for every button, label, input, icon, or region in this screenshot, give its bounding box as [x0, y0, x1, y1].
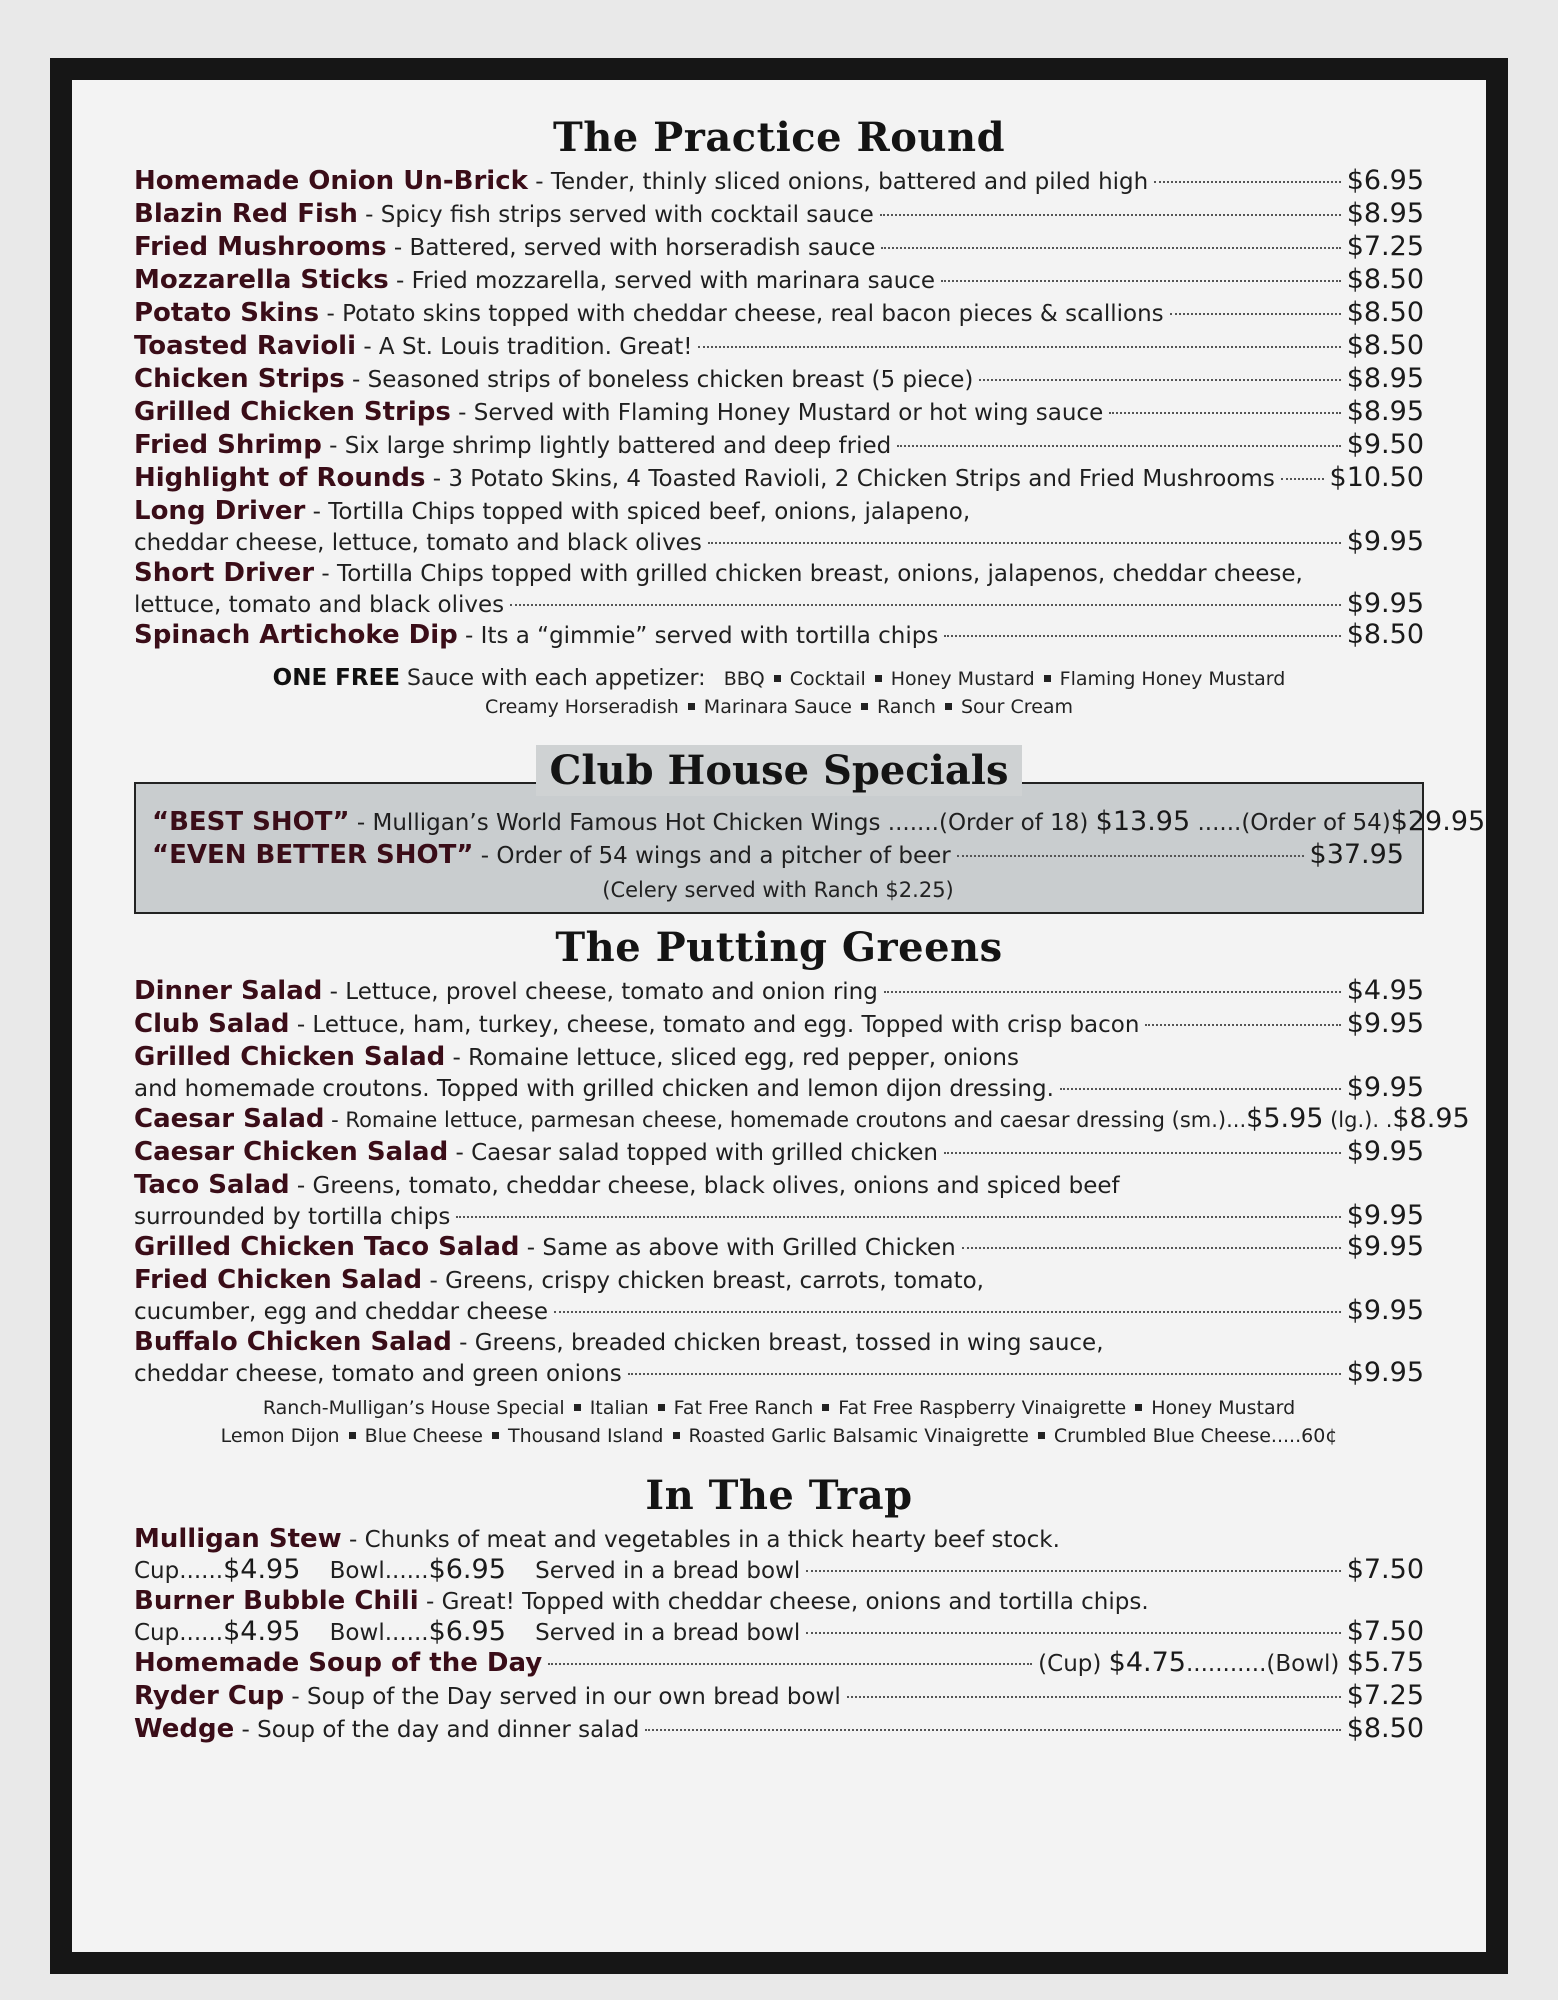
bullet-icon [492, 1432, 499, 1439]
bowl-label: Bowl...... [329, 1620, 429, 1646]
bullet-icon [945, 703, 952, 710]
item-price: $37.95 [1309, 839, 1404, 870]
bullet-icon [822, 1404, 829, 1411]
bullet-icon [574, 1404, 581, 1411]
dot-leader [628, 1373, 1341, 1375]
bullet-icon [658, 1404, 665, 1411]
cup-price: $4.95 [223, 1554, 301, 1585]
menu-item [134, 198, 1424, 231]
sauce-option: Flaming Honey Mustard [1059, 668, 1286, 690]
item-price: $6.95 [1346, 165, 1424, 196]
item-price: $9.95 [1346, 1136, 1424, 1167]
item-name: Long Driver [134, 496, 306, 526]
item-name: Highlight of Rounds [134, 463, 426, 493]
item-name: Fried Chicken Salad [134, 1265, 423, 1295]
item-price: $8.50 [1346, 1713, 1424, 1744]
item-name: Mulligan Stew [134, 1524, 342, 1554]
dressing-option: Ranch-Mulligan’s House Special [262, 1397, 565, 1419]
item-name: Taco Salad [134, 1170, 290, 1200]
sauce-option: Marinara Sauce [703, 696, 852, 718]
dot-leader [1109, 412, 1340, 414]
bullet-icon [1044, 675, 1051, 682]
dot-leader: ...... [1190, 810, 1242, 836]
item-desc: - Soup of the day and dinner salad [234, 1717, 640, 1743]
item-desc-cont: cheddar cheese, lettuce, tomato and black olives [134, 530, 702, 556]
menu-item [134, 363, 1424, 396]
cup-price: $4.75 [1108, 1647, 1186, 1678]
item-name: Toasted Ravioli [134, 331, 357, 361]
menu-item-long-driver [134, 495, 1424, 557]
dot-leader [456, 1216, 1340, 1218]
item-price: $8.50 [1346, 264, 1424, 295]
dot-leader [554, 1311, 1341, 1313]
item-name: Homemade Soup of the Day [134, 1648, 543, 1678]
item-name: Fried Shrimp [134, 430, 322, 460]
dot-leader [806, 1570, 1340, 1572]
item-desc: - 3 Potato Skins, 4 Toasted Ravioli, 2 Chicken Strips and Fried Mushrooms [425, 466, 1275, 492]
dot-leader [708, 542, 1341, 544]
item-desc: - Its a “gimmie” served with tortilla chips [457, 623, 939, 649]
sauce-option: Sour Cream [960, 696, 1074, 718]
cup-price: $4.95 [223, 1616, 301, 1647]
item-price: $8.95 [1346, 198, 1424, 229]
item-desc: - Lettuce, provel cheese, tomato and onion ring [322, 979, 878, 1005]
sauce-options [134, 664, 1424, 721]
item-name: Homemade Onion Un-Brick [134, 166, 528, 196]
dressing-option: Lemon Dijon [220, 1425, 340, 1447]
item-price: $9.50 [1346, 429, 1424, 460]
dot-leader [962, 1247, 1341, 1249]
menu-item [134, 619, 1424, 652]
menu-item-mulligan-stew [134, 1523, 1424, 1585]
item-price: $7.25 [1346, 231, 1424, 262]
menu-item [134, 1008, 1424, 1041]
item-price: $5.95 [1246, 1103, 1324, 1134]
item-name: Dinner Salad [134, 976, 323, 1006]
bullet-icon [774, 675, 781, 682]
menu-item [134, 330, 1424, 363]
sauce-option: Cocktail [789, 668, 866, 690]
item-price: $8.95 [1392, 1103, 1470, 1134]
club-title-wrap [134, 745, 1424, 796]
dot-leader [806, 1632, 1340, 1634]
item-price: $9.95 [1346, 1008, 1424, 1039]
menu-item [134, 429, 1424, 462]
item-desc: - Romaine lettuce, parmesan cheese, homemade croutons and caesar dressing [324, 1108, 1165, 1132]
menu-item [134, 231, 1424, 264]
menu-item [134, 975, 1424, 1008]
bullet-icon [673, 1432, 680, 1439]
item-desc: - Great! Topped with cheddar cheese, onions and tortilla chips. [418, 1589, 1149, 1615]
bread-bowl-note: Served in a bread bowl [535, 1620, 801, 1646]
item-name: “EVEN BETTER SHOT” [152, 840, 474, 870]
dot-leader [1281, 478, 1324, 480]
dot-leader: ........... [1185, 1651, 1267, 1677]
item-name: Club Salad [134, 1009, 290, 1039]
dressing-option: Honey Mustard [1151, 1397, 1296, 1419]
item-desc-cont: surrounded by tortilla chips [134, 1204, 451, 1230]
bowl-price: $5.75 [1346, 1647, 1424, 1678]
section-title-club-house: Club House Specials [536, 745, 1023, 796]
item-desc-cont: cucumber, egg and cheddar cheese [134, 1299, 549, 1325]
order-size: (Order of 54) [1241, 810, 1391, 836]
dot-leader: ....... [880, 810, 939, 836]
menu-item [134, 1680, 1424, 1713]
item-desc: - Six large shrimp lightly battered and deep fried [321, 433, 892, 459]
item-price: $9.95 [1346, 1295, 1424, 1326]
menu-item-caesar-salad [134, 1103, 1470, 1136]
dot-leader [510, 604, 1341, 606]
celery-note: (Celery served with Ranch $2.25) [602, 878, 954, 902]
item-name: Grilled Chicken Taco Salad [134, 1232, 520, 1262]
item-name: Short Driver [134, 558, 315, 588]
dressing-option: Crumbled Blue Cheese.....60¢ [1053, 1425, 1338, 1447]
menu-item [134, 1231, 1424, 1264]
item-price: $7.25 [1346, 1680, 1424, 1711]
item-price: $9.95 [1346, 526, 1424, 557]
item-desc: - Tortilla Chips topped with grilled chicken breast, onions, jalapenos, cheddar cheese, [314, 561, 1303, 587]
item-desc: - Greens, breaded chicken breast, tossed in wing sauce, [451, 1330, 1104, 1356]
bullet-icon [688, 703, 695, 710]
bullet-icon [875, 675, 882, 682]
section-title-in-the-trap: In The Trap [645, 1472, 913, 1519]
item-price: $4.95 [1346, 975, 1424, 1006]
menu-item-burner-bubble-chili [134, 1585, 1424, 1647]
bowl-label: Bowl...... [329, 1558, 429, 1584]
bullet-icon [1038, 1432, 1045, 1439]
menu-item [134, 297, 1424, 330]
item-name: Grilled Chicken Salad [134, 1042, 446, 1072]
item-price: $8.95 [1346, 396, 1424, 427]
menu-item-buffalo-chicken-salad [134, 1326, 1424, 1388]
menu-item-fried-chicken-salad [134, 1264, 1424, 1326]
dot-leader [897, 445, 1340, 447]
item-price: $7.50 [1346, 1554, 1424, 1585]
item-desc: - Mulligan’s World Famous Hot Chicken Wings [349, 810, 881, 836]
menu-item [134, 396, 1424, 429]
sauce-option: Creamy Horseradish [484, 696, 679, 718]
bullet-icon [349, 1432, 356, 1439]
practice-items [134, 165, 1424, 652]
item-price: $9.95 [1346, 1357, 1424, 1388]
item-desc: - Potato skins topped with cheddar cheese, real bacon pieces & scallions [319, 301, 1164, 327]
item-desc: - Spicy fish strips served with cocktail sauce [357, 202, 874, 228]
dressing-option: Thousand Island [507, 1425, 664, 1447]
item-name: Blazin Red Fish [134, 199, 358, 229]
dot-leader [847, 1696, 1341, 1698]
item-price: $9.95 [1346, 1072, 1424, 1103]
item-desc: - Tortilla Chips topped with spiced beef, onions, jalapeno, [305, 499, 971, 525]
section-title-putting-greens: The Putting Greens [555, 924, 1003, 971]
menu-item [134, 462, 1424, 495]
cup-label: Cup...... [134, 1620, 224, 1646]
cup-label: Cup...... [134, 1558, 224, 1584]
sauce-lead-text: Sauce with each appetizer: [400, 666, 706, 691]
item-price: $9.95 [1346, 588, 1424, 619]
menu-page [72, 80, 1486, 1952]
item-desc: - Seasoned strips of boneless chicken breast (5 piece) [344, 367, 974, 393]
menu-item-best-shot [152, 806, 1486, 839]
item-desc: - Greens, crispy chicken breast, carrots, tomato, [422, 1268, 984, 1294]
dot-leader [944, 1152, 1341, 1154]
dressing-option: Fat Free Raspberry Vinaigrette [838, 1397, 1127, 1419]
dot-leader [884, 991, 1341, 993]
menu-frame [50, 58, 1508, 1974]
dressing-options [134, 1394, 1424, 1450]
item-name: Grilled Chicken Strips [134, 397, 451, 427]
item-price: $9.95 [1346, 1231, 1424, 1262]
item-price: $9.95 [1346, 1200, 1424, 1231]
item-desc: - Lettuce, ham, turkey, cheese, tomato and egg. Topped with crisp bacon [289, 1012, 1140, 1038]
size-large: (lg.). . [1323, 1108, 1393, 1132]
item-name: Potato Skins [134, 298, 320, 328]
sauce-option: Ranch [876, 696, 936, 718]
bowl-price: $6.95 [428, 1616, 506, 1647]
item-desc: - Caesar salad topped with grilled chicken [448, 1140, 938, 1166]
menu-item [134, 165, 1424, 198]
item-name: Caesar Salad [134, 1104, 325, 1134]
dot-leader [1060, 1088, 1341, 1090]
sauce-lead-bold: ONE FREE [272, 665, 401, 691]
dot-leader [881, 247, 1340, 249]
bullet-icon [1135, 1404, 1142, 1411]
menu-item [134, 1136, 1424, 1169]
dot-leader [1154, 181, 1340, 183]
menu-item-grilled-chicken-salad [134, 1041, 1424, 1103]
item-price: $7.50 [1346, 1616, 1424, 1647]
item-name: Wedge [134, 1714, 235, 1744]
item-desc: - Fried mozzarella, served with marinara sauce [388, 268, 936, 294]
dressing-option: Fat Free Ranch [673, 1397, 814, 1419]
bullet-icon [861, 703, 868, 710]
dot-leader [979, 379, 1340, 381]
menu-item [134, 264, 1424, 297]
item-desc: - A St. Louis tradition. Great! [356, 334, 693, 360]
dot-leader [698, 346, 1340, 348]
item-name: Spinach Artichoke Dip [134, 620, 458, 650]
menu-item-short-driver [134, 557, 1424, 619]
bread-bowl-note: Served in a bread bowl [535, 1558, 801, 1584]
item-desc: - Tender, thinly sliced onions, battered and piled high [527, 169, 1149, 195]
item-desc: - Chunks of meat and vegetables in a thick hearty beef stock. [341, 1527, 1060, 1553]
item-desc: - Same as above with Grilled Chicken [519, 1235, 956, 1261]
item-name: Chicken Strips [134, 364, 345, 394]
item-desc: - Order of 54 wings and a pitcher of beer [473, 843, 951, 869]
item-price: $13.95 [1095, 806, 1191, 837]
item-desc: - Greens, tomato, cheddar cheese, black olives, onions and spiced beef [289, 1173, 1120, 1199]
dot-leader [548, 1663, 1032, 1665]
item-price: $8.50 [1346, 330, 1424, 361]
item-desc: - Battered, served with horseradish sauce [386, 235, 876, 261]
cup-label: (Cup) [1038, 1651, 1102, 1677]
dot-leader [1145, 1024, 1340, 1026]
item-price: $8.50 [1346, 297, 1424, 328]
club-specials-box [134, 782, 1486, 914]
item-name: Fried Mushrooms [134, 232, 387, 262]
dot-leader [880, 214, 1341, 216]
item-desc-cont: lettuce, tomato and black olives [134, 592, 505, 618]
menu-item [134, 1713, 1424, 1746]
item-desc: - Soup of the Day served in our own bread bowl [284, 1684, 841, 1710]
item-name: Caesar Chicken Salad [134, 1137, 449, 1167]
item-name: Buffalo Chicken Salad [134, 1327, 452, 1357]
menu-item-soup-of-the-day [134, 1647, 1424, 1680]
dot-leader [645, 1729, 1340, 1731]
item-desc-cont: and homemade croutons. Topped with grilled chicken and lemon dijon dressing. [134, 1076, 1054, 1102]
dot-leader [941, 280, 1341, 282]
item-name: Ryder Cup [134, 1681, 285, 1711]
menu-item-even-better-shot [152, 839, 1404, 872]
item-price: $10.50 [1329, 462, 1424, 493]
item-price: $8.95 [1346, 363, 1424, 394]
section-title-practice-round: The Practice Round [552, 114, 1006, 161]
item-name: Mozzarella Sticks [134, 265, 389, 295]
sauce-option: BBQ [723, 668, 765, 690]
dot-leader [944, 635, 1340, 637]
dressing-option: Blue Cheese [364, 1425, 483, 1447]
menu-item-taco-salad [134, 1169, 1424, 1231]
sauce-option: Honey Mustard [890, 668, 1035, 690]
item-name: Burner Bubble Chili [134, 1586, 419, 1616]
size-small: (sm.)... [1164, 1108, 1247, 1132]
bowl-price: $6.95 [428, 1554, 506, 1585]
bowl-label: (Bowl) [1266, 1651, 1340, 1677]
item-desc-cont: cheddar cheese, tomato and green onions [134, 1361, 622, 1387]
item-desc: - Romaine lettuce, sliced egg, red pepper, onions [445, 1045, 1019, 1071]
item-price: $29.95 [1390, 806, 1486, 837]
order-size: (Order of 18) [938, 810, 1089, 836]
dressing-option: Italian [589, 1397, 649, 1419]
item-name: “BEST SHOT” [152, 807, 350, 837]
dot-leader [1170, 313, 1341, 315]
dot-leader [957, 855, 1304, 857]
dressing-option: Roasted Garlic Balsamic Vinaigrette [688, 1425, 1029, 1447]
item-desc: - Served with Flaming Honey Mustard or hot wing sauce [450, 400, 1104, 426]
item-price: $8.50 [1346, 619, 1424, 650]
